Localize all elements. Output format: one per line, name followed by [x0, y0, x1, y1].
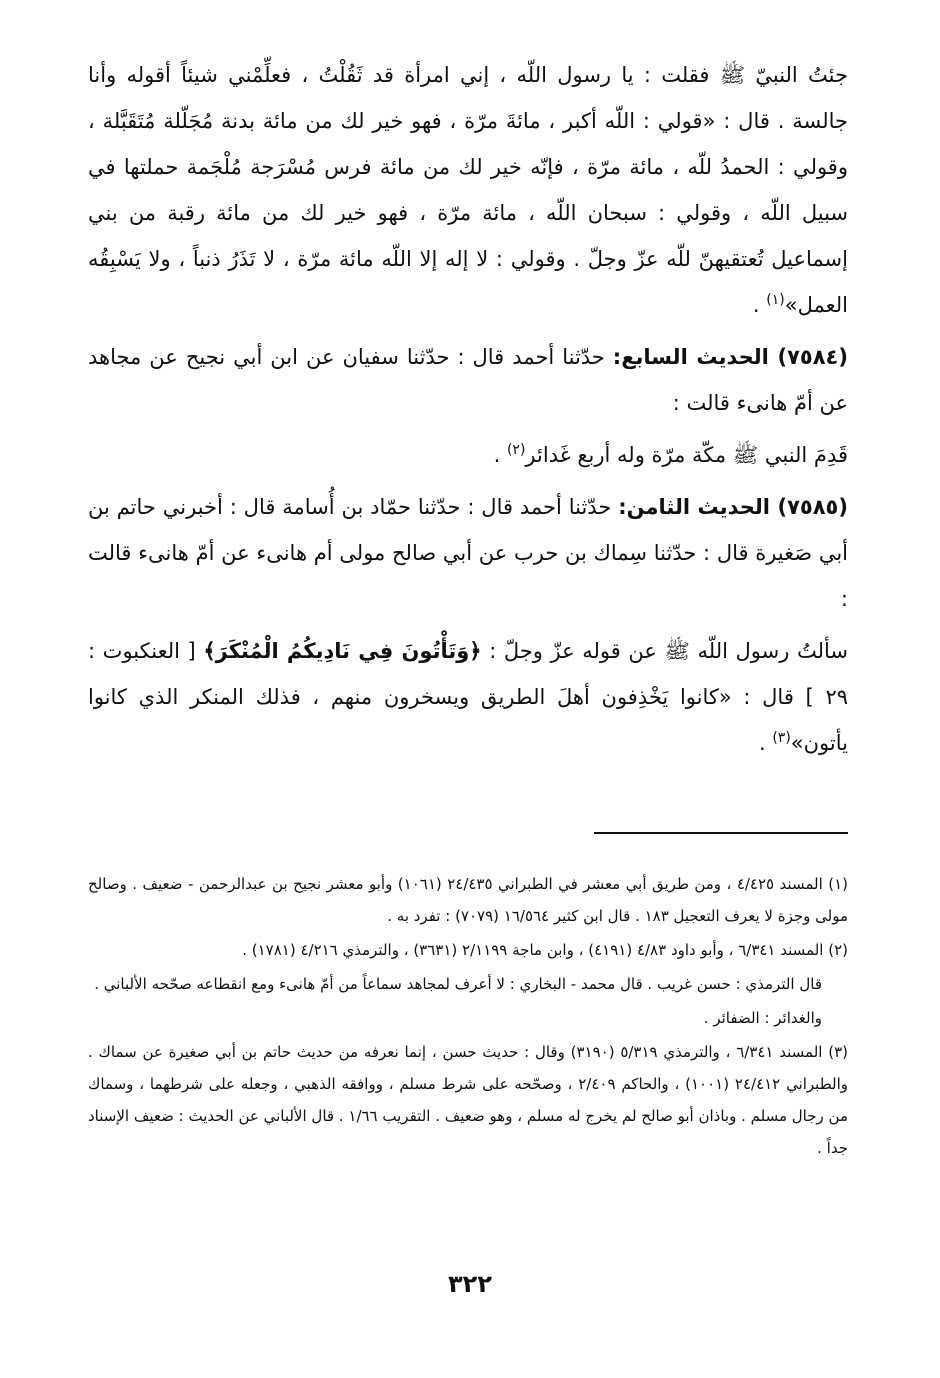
hadith-heading: (٧٥٨٥) الحديث الثامن:	[618, 495, 848, 519]
main-text	[88, 52, 848, 766]
footnote-1: (١) المسند ٤/٤٢٥ ، ومن طريق أبي معشر في الطبراني ٢٤/٤٣٥ (١٠٦١) وأبو معشر نجيح بن عبدالرحمن - ضعيف . وصالح مولى وجزة لا يعرف التعجيل ١٨٣ . قال ابن كثير ١٦/٥٦٤ (٧٠٧٩) : تفرد به .	[88, 875, 848, 925]
paragraph-text: [ العنكبوت : ٢٩ ] قال : «كانوا يَخْذِفون أهلَ الطريق ويسخرون منهم ، فذلك المنكر الذي كانوا يأتون»	[88, 639, 848, 755]
paragraph-text: قَدِمَ النبي ﷺ مكّة مرّة وله أربع غَدائر	[525, 443, 848, 467]
footnote-separator	[594, 832, 848, 834]
hadith-matn-7584	[88, 432, 848, 478]
page-number: ٣٢٢	[448, 1270, 492, 1298]
footnote-3: (٣) المسند ٦/٣٤١ ، والترمذي ٥/٣١٩ (٣١٩٠) وقال : حديث حسن ، إنما نعرفه من حديث حاتم بن أبي صغيرة عن سماك . والطبراني ٢٤/٤١٢ (١٠٠١) ، والحاكم ٢/٤٠٩ ، وصحّحه على شرط مسلم ، ووافقه الذهبي ، وجعله على شرطهما ، وسماك من رجال مسلم . وباذان أبو صالح لم يخرج له مسلم ، وهو ضعيف . التقريب ١/٦٦ . قال الألباني عن الحديث : ضعيف الإسناد جداً .	[88, 1043, 848, 1157]
hadith-paragraph-7585	[88, 484, 848, 622]
paragraph-text: حدّثنا أحمد قال : حدّثنا حمّاد بن أُسامة قال : أخبرني حاتم بن أبي صَغيرة قال : حدّثنا سِماك بن حرب عن أبي صالح مولى أم هانىء عن أمّ هانىء قالت :	[88, 495, 848, 611]
paragraph-text: حدّثنا أحمد قال : حدّثنا سفيان عن ابن أبي نجيح عن مجاهد عن أمّ هانىء قالت :	[88, 345, 848, 415]
hadith-heading: (٧٥٨٤) الحديث السابع:	[612, 345, 848, 369]
footnote-2-comment: قال الترمذي : حسن غريب . قال محمد - البخاري : لا أعرف لمجاهد سماعاً من أمّ هانىء ومع انقطاعه صحّحه الألباني .	[94, 975, 822, 993]
footnote-ref-1: (١)	[766, 292, 785, 308]
footnote-ref-2: (٢)	[506, 442, 526, 458]
paragraph-text: سألتُ رسول اللّه ﷺ عن قوله عزّ وجلّ :	[481, 639, 849, 663]
footnotes	[88, 868, 848, 1164]
footnote-ref-3: (٣)	[772, 730, 791, 746]
hadith-paragraph-7584	[88, 334, 848, 426]
paragraph-text: جئتُ النبيّ ﷺ فقلت : يا رسول اللّه ، إني امرأة قد ثَقُلْتُ ، فعلِّمْني شيئاً أقوله وأنا جالسة . قال : «قولي : اللّه أكبر ، مائةَ مرّة ، فهو خير لك من مائة بدنة مُجَلّلة مُتَقَبَّلة ، وقولي : الحمدُ للّه ، مائة مرّة ، فإنّه خير لك من مائة فرس مُسْرَجة مُلْجَمة حملتها في سبيل اللّه ، وقولي : سبحان اللّه ، مائة مرّة ، فهو خير لك من مائة رقبة من بني إسماعيل تُعتقيهنّ للّه عزّ وجلّ . وقولي : لا إله إلا اللّه مائة مرّة ، لا تَذَرُ ذنباً ، ولا يَسْبِقُه العمل»	[88, 63, 848, 317]
punctuation: .	[493, 443, 507, 467]
hadith-matn-7585	[88, 628, 848, 766]
footnote-2: (٢) المسند ٦/٣٤١ ، وأبو داود ٤/٨٣ (٤١٩١) ، وابن ماجة ٢/١١٩٩ (٣٦٣١) ، والترمذي ٤/٢١٦ (١٧٨١) .	[242, 941, 848, 959]
punctuation: .	[752, 293, 767, 317]
punctuation: .	[758, 731, 773, 755]
quran-quote: ﴿وَتَأْتُونَ فِي نَادِيكُمُ الْمُنْكَرَ﴾	[203, 639, 482, 663]
hadith-paragraph-1	[88, 52, 848, 328]
footnote-2-gloss: والغدائر : الضفائر .	[703, 1009, 822, 1027]
